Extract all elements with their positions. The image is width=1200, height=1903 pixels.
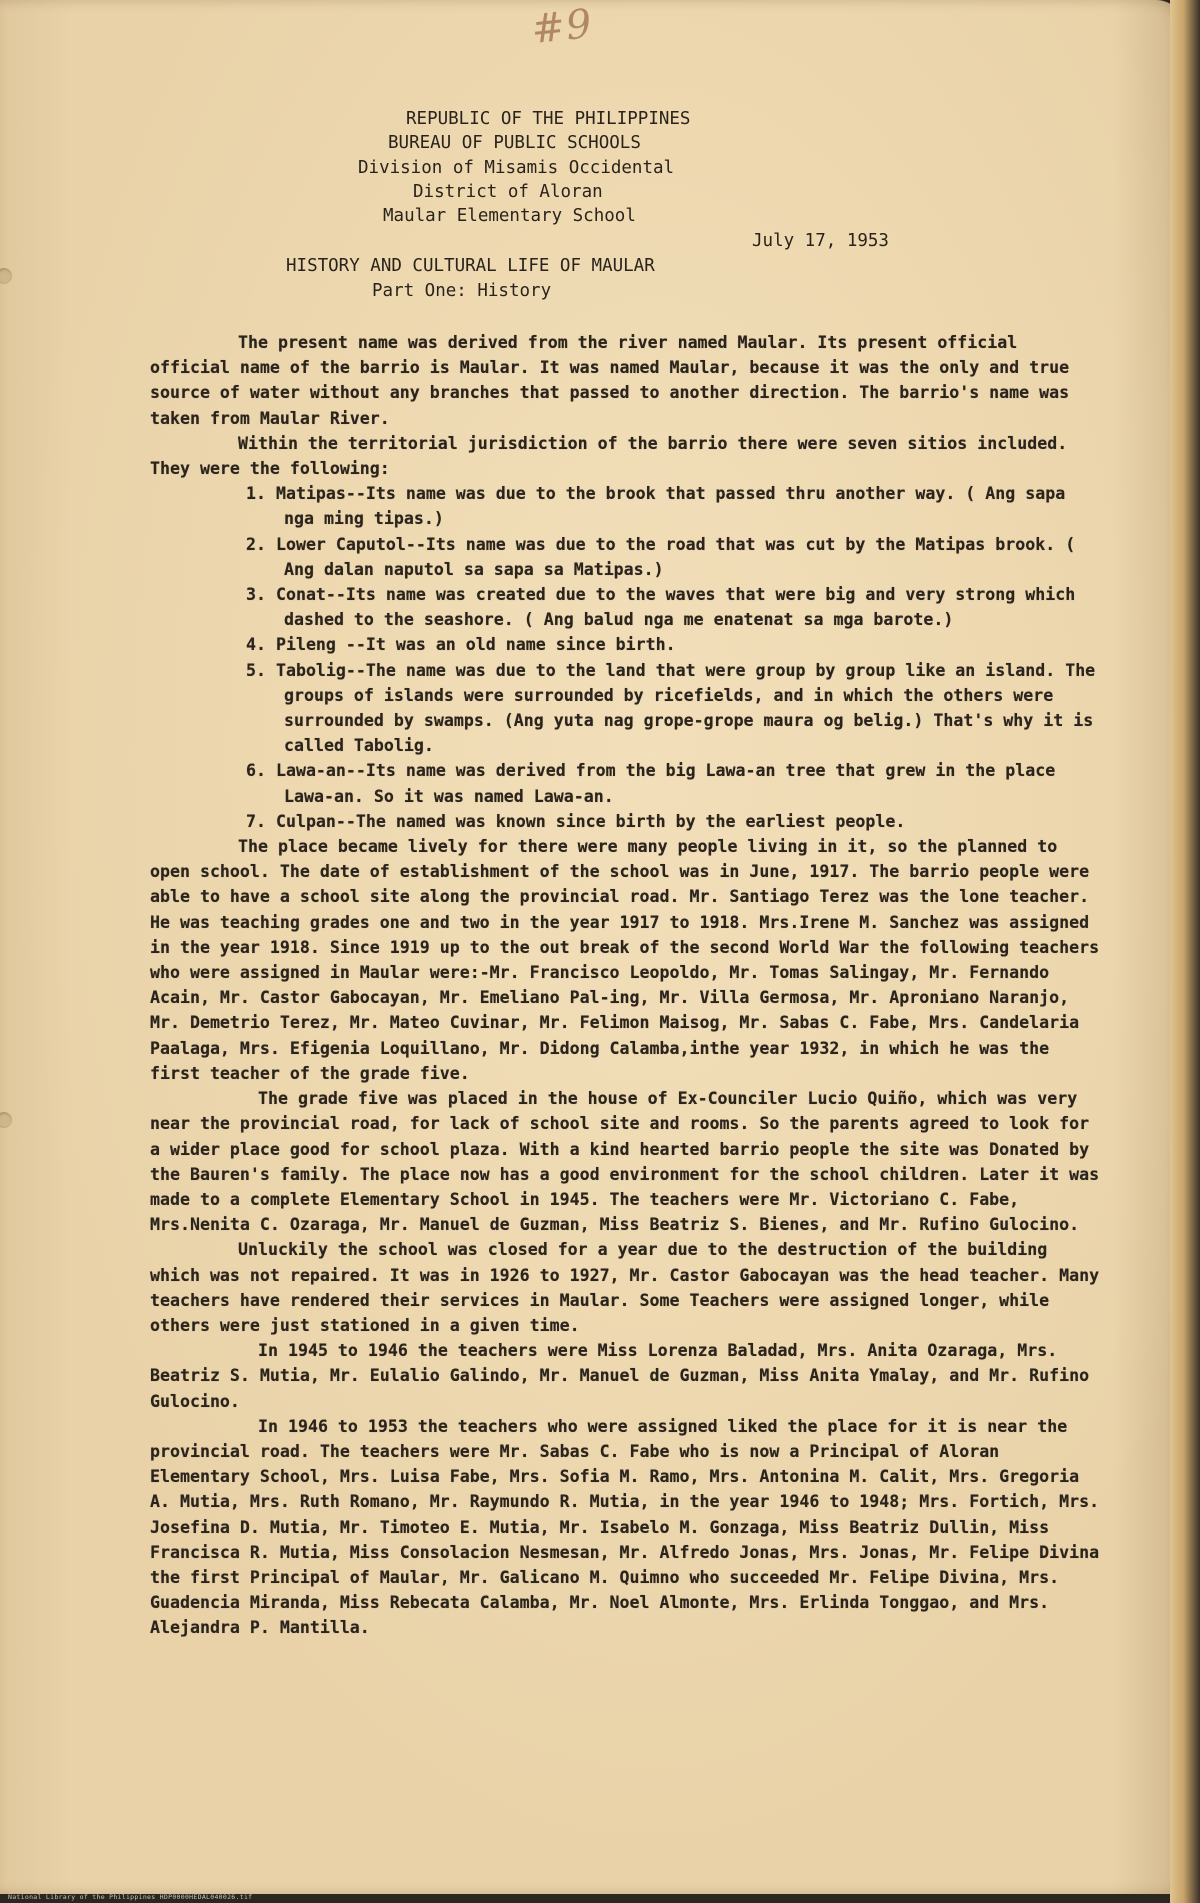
paragraph-grade-five: The grade five was placed in the house of Ex-Counciler Lucio Quiño, which was very near the provincial road, for lack of school site and rooms. So the parents agreed to look for a wider place good for school plaza. With a kind hearted barrio people the site was Donated by the Bauren's family. The place now has a good environment for the school children. Later it was made to a complete Elementary School in 1945. The teachers were Mr. Victoriano C. Fabe, Mrs.Nenita C. Ozaraga, Mr. Manuel de Guzman, Miss Beatriz S. Bienes, and Mr. Rufino Gulocino. [150, 1089, 1100, 1235]
punch-hole [0, 1112, 12, 1128]
sitio-item: 1. Matipas--Its name was due to the brook that passed thru another way. ( Ang sapa nga ming tipas.) [246, 484, 1066, 529]
paragraph-school-founding: The place became lively for there were many people living in it, so the planned to open school. The date of establishment of the school was in June, 1917. The barrio people were able to have a school site along the provincial road. Mr. Santiago Terez was the lone teacher. He was teaching grades one and two in the year 1917 to 1918. Mrs.Irene M. Sanchez was assigned in the year 1918. Since 1919 up to the out break of the second World War the following teachers who were assigned in Maular were:-Mr. Francisco Leopoldo, Mr. Tomas Salingay, Mr. Fernando Acain, Mr. Castor Gabocayan, Mr. Emeliano Pal-ing, Mr. Villa Germosa, Mr. Aproniano Naranjo, Mr. Demetrio Terez, Mr. Mateo Cuvinar, Mr. Felimon Maisog, Mr. Sabas C. Fabe, Mrs. Candelaria Paalaga, Mrs. Efigenia Loquillano, Mr. Didong Calamba,inthe year 1932, in which he was the first teacher of the grade five. [150, 837, 1100, 1083]
page-edge [1170, 0, 1200, 1903]
header-bureau: BUREAU OF PUBLIC SCHOOLS [388, 133, 641, 153]
scan-footer: National Library of the Philippines HDP0000HEDAL040026.tif [8, 1893, 253, 1901]
sitio-item: 2. Lower Caputol--Its name was due to the road that was cut by the Matipas brook. ( Ang dalan naputol sa sapa sa Matipas.) [246, 534, 1076, 579]
paragraph-origin: The present name was derived from the river named Maular. Its present official official name of the barrio is Maular. It was named Maular, because it was the only and true source of water without any branches that passed to another direction. The barrio's name was taken from Maular River. [150, 333, 1070, 428]
punch-hole [0, 268, 12, 284]
sitio-item: 5. Tabolig--The name was due to the land that were group by group like an island. The groups of islands were surrounded by ricefields, and in which the others were surrounded by swamps. (Ang yuta nag grope-grope maura og belig.) That's why it is called Tabolig. [246, 660, 1096, 756]
paragraph-closure: Unluckily the school was closed for a year due to the destruction of the building which was not repaired. It was in 1926 to 1927, Mr. Castor Gabocayan was the head teacher. Many teachers have rendered their services in Maular. Some Teachers were assigned longer, while others were just stationed in a given time. [150, 1240, 1100, 1335]
document-body [150, 330, 1105, 1641]
header-division: Division of Misamis Occidental [358, 158, 675, 178]
paragraph-1945-teachers: In 1945 to 1946 the teachers were Miss Lorenza Baladad, Mrs. Anita Ozaraga, Mrs. Beatriz S. Mutia, Mr. Eulalio Galindo, Mr. Manuel de Guzman, Miss Anita Ymalay, and Mr. Rufino Gulocino. [150, 1341, 1090, 1411]
header-district: District of Aloran [413, 182, 603, 202]
header-republic: REPUBLIC OF THE PHILIPPINES [406, 109, 691, 129]
sitio-item: 4. Pileng --It was an old name since birth. [246, 635, 676, 655]
document-part: Part One: History [372, 281, 552, 301]
folio-number: #9 [529, 0, 595, 54]
document-title: HISTORY AND CULTURAL LIFE OF MAULAR [286, 256, 655, 276]
sitio-item: 3. Conat--Its name was created due to the waves that were big and very strong which dashed to the seashore. ( Ang balud nga me enatenat sa mga barote.) [246, 585, 1076, 630]
sitio-item: 6. Lawa-an--Its name was derived from the big Lawa-an tree that grew in the place Lawa-an. So it was named Lawa-an. [246, 761, 1056, 806]
paragraph-1946-teachers: In 1946 to 1953 the teachers who were assigned liked the place for it is near the provincial road. The teachers were Mr. Sabas C. Fabe who is now a Principal of Aloran Elementary School, Mrs. Luisa Fabe, Mrs. Sofia M. Ramo, Mrs. Antonina M. Calit, Mrs. Gregoria A. Mutia, Mrs. Ruth Romano, Mr. Raymundo R. Mutia, in the year 1946 to 1948; Mrs. Fortich, Mrs. Josefina D. Mutia, Mr. Timoteo E. Mutia, Mr. Isabelo M. Gonzaga, Miss Beatriz Dullin, Miss Francisca R. Mutia, Miss Consolacion Nesmesan, Mr. Alfredo Jonas, Mrs. Jonas, Mr. Felipe Divina the first Principal of Maular, Mr. Galicano M. Quimno who succeeded Mr. Felipe Divina, Mrs. Guadencia Miranda, Miss Rebecata Calamba, Mr. Noel Almonte, Mrs. Erlinda Tonggao, and Mrs. Alejandra P. Mantilla. [150, 1416, 1100, 1638]
document-date: July 17, 1953 [752, 231, 889, 251]
header-school: Maular Elementary School [383, 206, 636, 226]
paragraph-sitios-intro: Within the territorial jurisdiction of the barrio there were seven sitios included. They were the following: [150, 433, 1068, 479]
sitio-item: 7. Culpan--The named was known since birth by the earliest people. [246, 811, 906, 831]
